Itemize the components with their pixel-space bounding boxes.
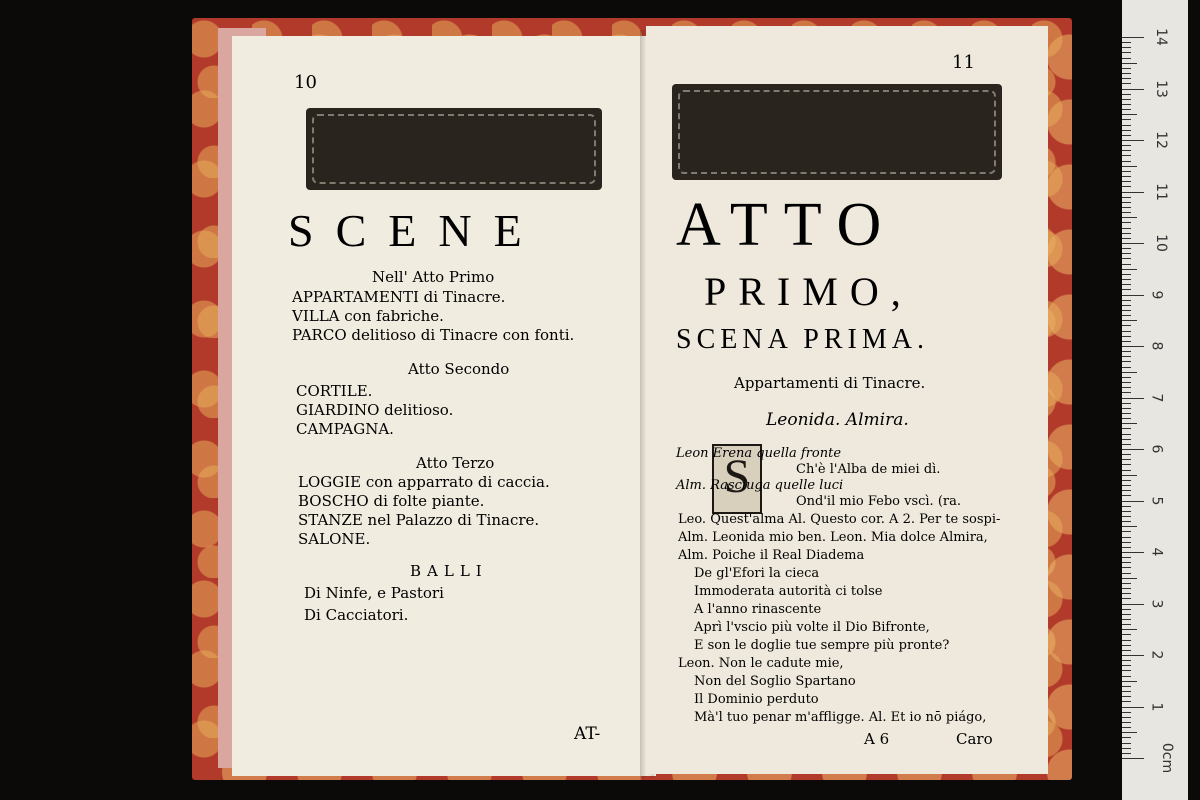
act2-item: GIARDINO delitioso. <box>296 401 454 419</box>
ruler-minor-tick <box>1122 413 1131 414</box>
ruler-tick <box>1122 398 1144 399</box>
ruler-minor-tick <box>1122 269 1137 270</box>
ruler-minor-tick <box>1122 583 1131 584</box>
ruler-label: 8 <box>1148 341 1165 351</box>
ruler-minor-tick <box>1122 336 1131 337</box>
ruler-minor-tick <box>1122 320 1137 321</box>
balli-heading: BALLI <box>410 562 488 580</box>
text-line: Leon Erena quella fronte <box>676 446 842 461</box>
ruler-minor-tick <box>1122 609 1131 610</box>
ruler-minor-tick <box>1122 464 1131 465</box>
ruler-minor-tick <box>1122 104 1131 105</box>
ruler-minor-tick <box>1122 238 1131 239</box>
ruler-minor-tick <box>1122 253 1131 254</box>
measurement-ruler <box>1122 0 1188 800</box>
ruler-minor-tick <box>1122 686 1131 687</box>
ruler-minor-tick <box>1122 712 1131 713</box>
ruler-minor-tick <box>1122 470 1131 471</box>
ruler-minor-tick <box>1122 300 1131 301</box>
ruler-minor-tick <box>1122 94 1131 95</box>
ruler-tick <box>1122 243 1144 244</box>
act2-item: CAMPAGNA. <box>296 420 394 438</box>
act3-item: BOSCHO di folte piante. <box>298 492 485 510</box>
ruler-minor-tick <box>1122 526 1137 527</box>
ruler-minor-tick <box>1122 753 1131 754</box>
ruler-minor-tick <box>1122 47 1131 48</box>
ruler-minor-tick <box>1122 495 1131 496</box>
ruler-minor-tick <box>1122 258 1131 259</box>
ruler-minor-tick <box>1122 228 1131 229</box>
ruler-minor-tick <box>1122 588 1131 589</box>
ruler-minor-tick <box>1122 418 1131 419</box>
text-line: Non del Soglio Spartano <box>694 674 856 689</box>
ruler-minor-tick <box>1122 377 1131 378</box>
ruler-tick <box>1122 552 1144 553</box>
text-line: Leon. Non le cadute mie, <box>678 656 844 671</box>
left-headpiece-ornament <box>306 108 602 190</box>
act1-heading: Nell' Atto Primo <box>372 268 495 286</box>
ruler-tick <box>1122 295 1144 296</box>
ruler-minor-tick <box>1122 743 1131 744</box>
scene-title: SCENA PRIMA. <box>676 324 929 355</box>
ruler-tick <box>1122 604 1144 605</box>
ruler-minor-tick <box>1122 717 1131 718</box>
ruler-label: 9 <box>1148 290 1165 299</box>
ruler-minor-tick <box>1122 222 1131 223</box>
ruler-minor-tick <box>1122 351 1131 352</box>
ruler-minor-tick <box>1122 691 1131 692</box>
ruler-tick <box>1122 89 1144 90</box>
ruler-minor-tick <box>1122 52 1131 53</box>
ruler-minor-tick <box>1122 531 1131 532</box>
ruler-label: 0cm <box>1159 742 1176 774</box>
text-line: De gl'Efori la cieca <box>694 566 820 581</box>
ruler-minor-tick <box>1122 619 1131 620</box>
text-line: Alm. Poiche il Real Diadema <box>678 548 865 563</box>
ruler-minor-tick <box>1122 434 1131 435</box>
ruler-label: 13 <box>1152 79 1169 98</box>
ruler-minor-tick <box>1122 660 1131 661</box>
scene-setting: Appartamenti di Tinacre. <box>734 374 926 392</box>
ruler-minor-tick <box>1122 387 1131 388</box>
ruler-minor-tick <box>1122 454 1131 455</box>
text-line: Mà'l tuo penar m'affligge. Al. Et io nō piágo, <box>694 710 987 725</box>
text-line: Alm. Leonida mio ben. Leon. Mia dolce Almira, <box>678 530 988 545</box>
scene-heading: SCENE <box>288 205 544 256</box>
ruler-minor-tick <box>1122 392 1131 393</box>
ruler-minor-tick <box>1122 511 1131 512</box>
ruler-minor-tick <box>1122 732 1137 733</box>
ruler-minor-tick <box>1122 480 1131 481</box>
ruler-minor-tick <box>1122 701 1131 702</box>
ruler-tick <box>1122 140 1144 141</box>
ruler-tick <box>1122 758 1144 759</box>
ruler-minor-tick <box>1122 557 1131 558</box>
ruler-minor-tick <box>1122 727 1131 728</box>
ruler-minor-tick <box>1122 567 1131 568</box>
ruler-minor-tick <box>1122 428 1131 429</box>
left-catchword: AT- <box>574 724 601 744</box>
ruler-minor-tick <box>1122 233 1131 234</box>
ruler-minor-tick <box>1122 578 1137 579</box>
ruler-minor-tick <box>1122 341 1131 342</box>
ruler-tick <box>1122 346 1144 347</box>
ruler-minor-tick <box>1122 629 1137 630</box>
left-page-number: 10 <box>294 72 317 93</box>
ruler-minor-tick <box>1122 171 1131 172</box>
ruler-minor-tick <box>1122 114 1137 115</box>
ruler-minor-tick <box>1122 217 1137 218</box>
ruler-minor-tick <box>1122 248 1131 249</box>
ruler-minor-tick <box>1122 562 1131 563</box>
right-catchword: Caro <box>956 730 993 748</box>
ruler-minor-tick <box>1122 356 1131 357</box>
ruler-minor-tick <box>1122 573 1131 574</box>
ruler-minor-tick <box>1122 284 1131 285</box>
ruler-minor-tick <box>1122 63 1137 64</box>
ruler-minor-tick <box>1122 207 1131 208</box>
ruler-minor-tick <box>1122 315 1131 316</box>
act2-item: CORTILE. <box>296 382 373 400</box>
ruler-minor-tick <box>1122 475 1137 476</box>
ruler-label: 7 <box>1148 393 1165 402</box>
ruler-minor-tick <box>1122 634 1131 635</box>
ruler-minor-tick <box>1122 367 1131 368</box>
ruler-minor-tick <box>1122 676 1131 677</box>
ruler-label: 10 <box>1152 234 1169 252</box>
ruler-label: 4 <box>1148 547 1165 557</box>
ruler-minor-tick <box>1122 289 1131 290</box>
ruler-minor-tick <box>1122 130 1131 131</box>
ruler-minor-tick <box>1122 73 1131 74</box>
act-title: ATTO <box>676 191 898 259</box>
ruler-minor-tick <box>1122 614 1131 615</box>
ruler-minor-tick <box>1122 737 1131 738</box>
ruler-minor-tick <box>1122 696 1131 697</box>
ruler-minor-tick <box>1122 197 1131 198</box>
ruler-minor-tick <box>1122 645 1131 646</box>
ruler-minor-tick <box>1122 722 1131 723</box>
ruler-tick <box>1122 707 1144 708</box>
ruler-minor-tick <box>1122 331 1131 332</box>
ruler-minor-tick <box>1122 593 1131 594</box>
ruler-minor-tick <box>1122 58 1131 59</box>
ruler-minor-tick <box>1122 264 1131 265</box>
text-line: Il Dominio perduto <box>694 692 819 707</box>
ruler-minor-tick <box>1122 150 1131 151</box>
ruler-minor-tick <box>1122 485 1131 486</box>
ruler-label: 12 <box>1152 131 1169 149</box>
ruler-minor-tick <box>1122 186 1131 187</box>
text-line: Immoderata autorità ci tolse <box>694 584 883 599</box>
right-page-number: 11 <box>952 52 975 73</box>
drop-cap-initial: S <box>712 444 762 514</box>
ruler-minor-tick <box>1122 542 1131 543</box>
ruler-label: 5 <box>1148 496 1165 505</box>
ruler-tick <box>1122 192 1144 193</box>
ruler-minor-tick <box>1122 408 1131 409</box>
ruler-minor-tick <box>1122 155 1131 156</box>
ruler-minor-tick <box>1122 598 1131 599</box>
ruler-minor-tick <box>1122 42 1131 43</box>
ruler-minor-tick <box>1122 361 1131 362</box>
ruler-tick <box>1122 449 1144 450</box>
ruler-minor-tick <box>1122 403 1131 404</box>
ruler-label: 2 <box>1148 650 1165 660</box>
ruler-tick <box>1122 655 1144 656</box>
ruler-minor-tick <box>1122 490 1131 491</box>
ruler-minor-tick <box>1122 212 1131 213</box>
ruler-minor-tick <box>1122 521 1131 522</box>
ruler-minor-tick <box>1122 665 1131 666</box>
act3-item: STANZE nel Palazzo di Tinacre. <box>298 511 540 529</box>
scene-characters: Leonida. Almira. <box>766 410 909 430</box>
ruler-minor-tick <box>1122 119 1131 120</box>
ruler-minor-tick <box>1122 748 1131 749</box>
ruler-label: 11 <box>1152 182 1169 201</box>
act3-heading: Atto Terzo <box>416 454 495 472</box>
ruler-minor-tick <box>1122 506 1131 507</box>
ruler-label: 14 <box>1152 28 1169 46</box>
act3-item: SALONE. <box>298 530 371 548</box>
ruler-label: 6 <box>1148 444 1165 454</box>
ruler-minor-tick <box>1122 109 1131 110</box>
ruler-minor-tick <box>1122 325 1131 326</box>
ruler-minor-tick <box>1122 444 1131 445</box>
ruler-minor-tick <box>1122 161 1131 162</box>
ruler-minor-tick <box>1122 83 1131 84</box>
ruler-minor-tick <box>1122 439 1131 440</box>
balli-item: Di Cacciatori. <box>304 606 409 624</box>
ruler-minor-tick <box>1122 99 1131 100</box>
text-line: Ch'è l'Alba de miei dì. <box>796 462 941 477</box>
ruler-minor-tick <box>1122 670 1131 671</box>
ruler-minor-tick <box>1122 125 1131 126</box>
ruler-tick <box>1122 37 1144 38</box>
ruler-minor-tick <box>1122 372 1137 373</box>
ruler-minor-tick <box>1122 624 1131 625</box>
text-line: Leo. Quest'alma Al. Questo cor. A 2. Per te sospi- <box>678 512 1001 527</box>
act1-item: PARCO delitioso di Tinacre con fonti. <box>292 326 575 344</box>
ruler-minor-tick <box>1122 274 1131 275</box>
ruler-minor-tick <box>1122 305 1131 306</box>
ruler-minor-tick <box>1122 68 1131 69</box>
balli-item: Di Ninfe, e Pastori <box>304 584 444 602</box>
act2-heading: Atto Secondo <box>408 360 510 378</box>
text-line: E son le doglie tue sempre più pronte? <box>694 638 950 653</box>
text-line: A l'anno rinascente <box>694 602 822 617</box>
ruler-minor-tick <box>1122 279 1131 280</box>
text-line: Alm. Rasciuga quelle luci <box>676 478 844 493</box>
ruler-minor-tick <box>1122 681 1137 682</box>
ruler-minor-tick <box>1122 310 1131 311</box>
ruler-tick <box>1122 501 1144 502</box>
ruler-minor-tick <box>1122 537 1131 538</box>
ruler-minor-tick <box>1122 166 1137 167</box>
ruler-minor-tick <box>1122 640 1131 641</box>
ruler-minor-tick <box>1122 181 1131 182</box>
ruler-minor-tick <box>1122 202 1131 203</box>
ruler-minor-tick <box>1122 78 1131 79</box>
ruler-minor-tick <box>1122 650 1131 651</box>
ruler-minor-tick <box>1122 135 1131 136</box>
ruler-minor-tick <box>1122 176 1131 177</box>
text-line: Aprì l'vscio più volte il Dio Bifronte, <box>694 620 930 635</box>
ruler-minor-tick <box>1122 382 1131 383</box>
ruler-label: 1 <box>1148 702 1165 711</box>
ruler-minor-tick <box>1122 423 1137 424</box>
act-number: PRIMO, <box>704 269 913 314</box>
signature-mark: A 6 <box>864 730 890 748</box>
ruler-minor-tick <box>1122 547 1131 548</box>
ruler-minor-tick <box>1122 516 1131 517</box>
text-line: Ond'il mio Febo vscì. (ra. <box>796 494 961 509</box>
act1-item: APPARTAMENTI di Tinacre. <box>292 288 506 306</box>
ruler-label: 3 <box>1148 599 1165 608</box>
ruler-minor-tick <box>1122 145 1131 146</box>
ruler-minor-tick <box>1122 459 1131 460</box>
right-headpiece-ornament <box>672 84 1002 180</box>
act3-item: LOGGIE con apparrato di caccia. <box>298 473 550 491</box>
act1-item: VILLA con fabriche. <box>292 307 444 325</box>
